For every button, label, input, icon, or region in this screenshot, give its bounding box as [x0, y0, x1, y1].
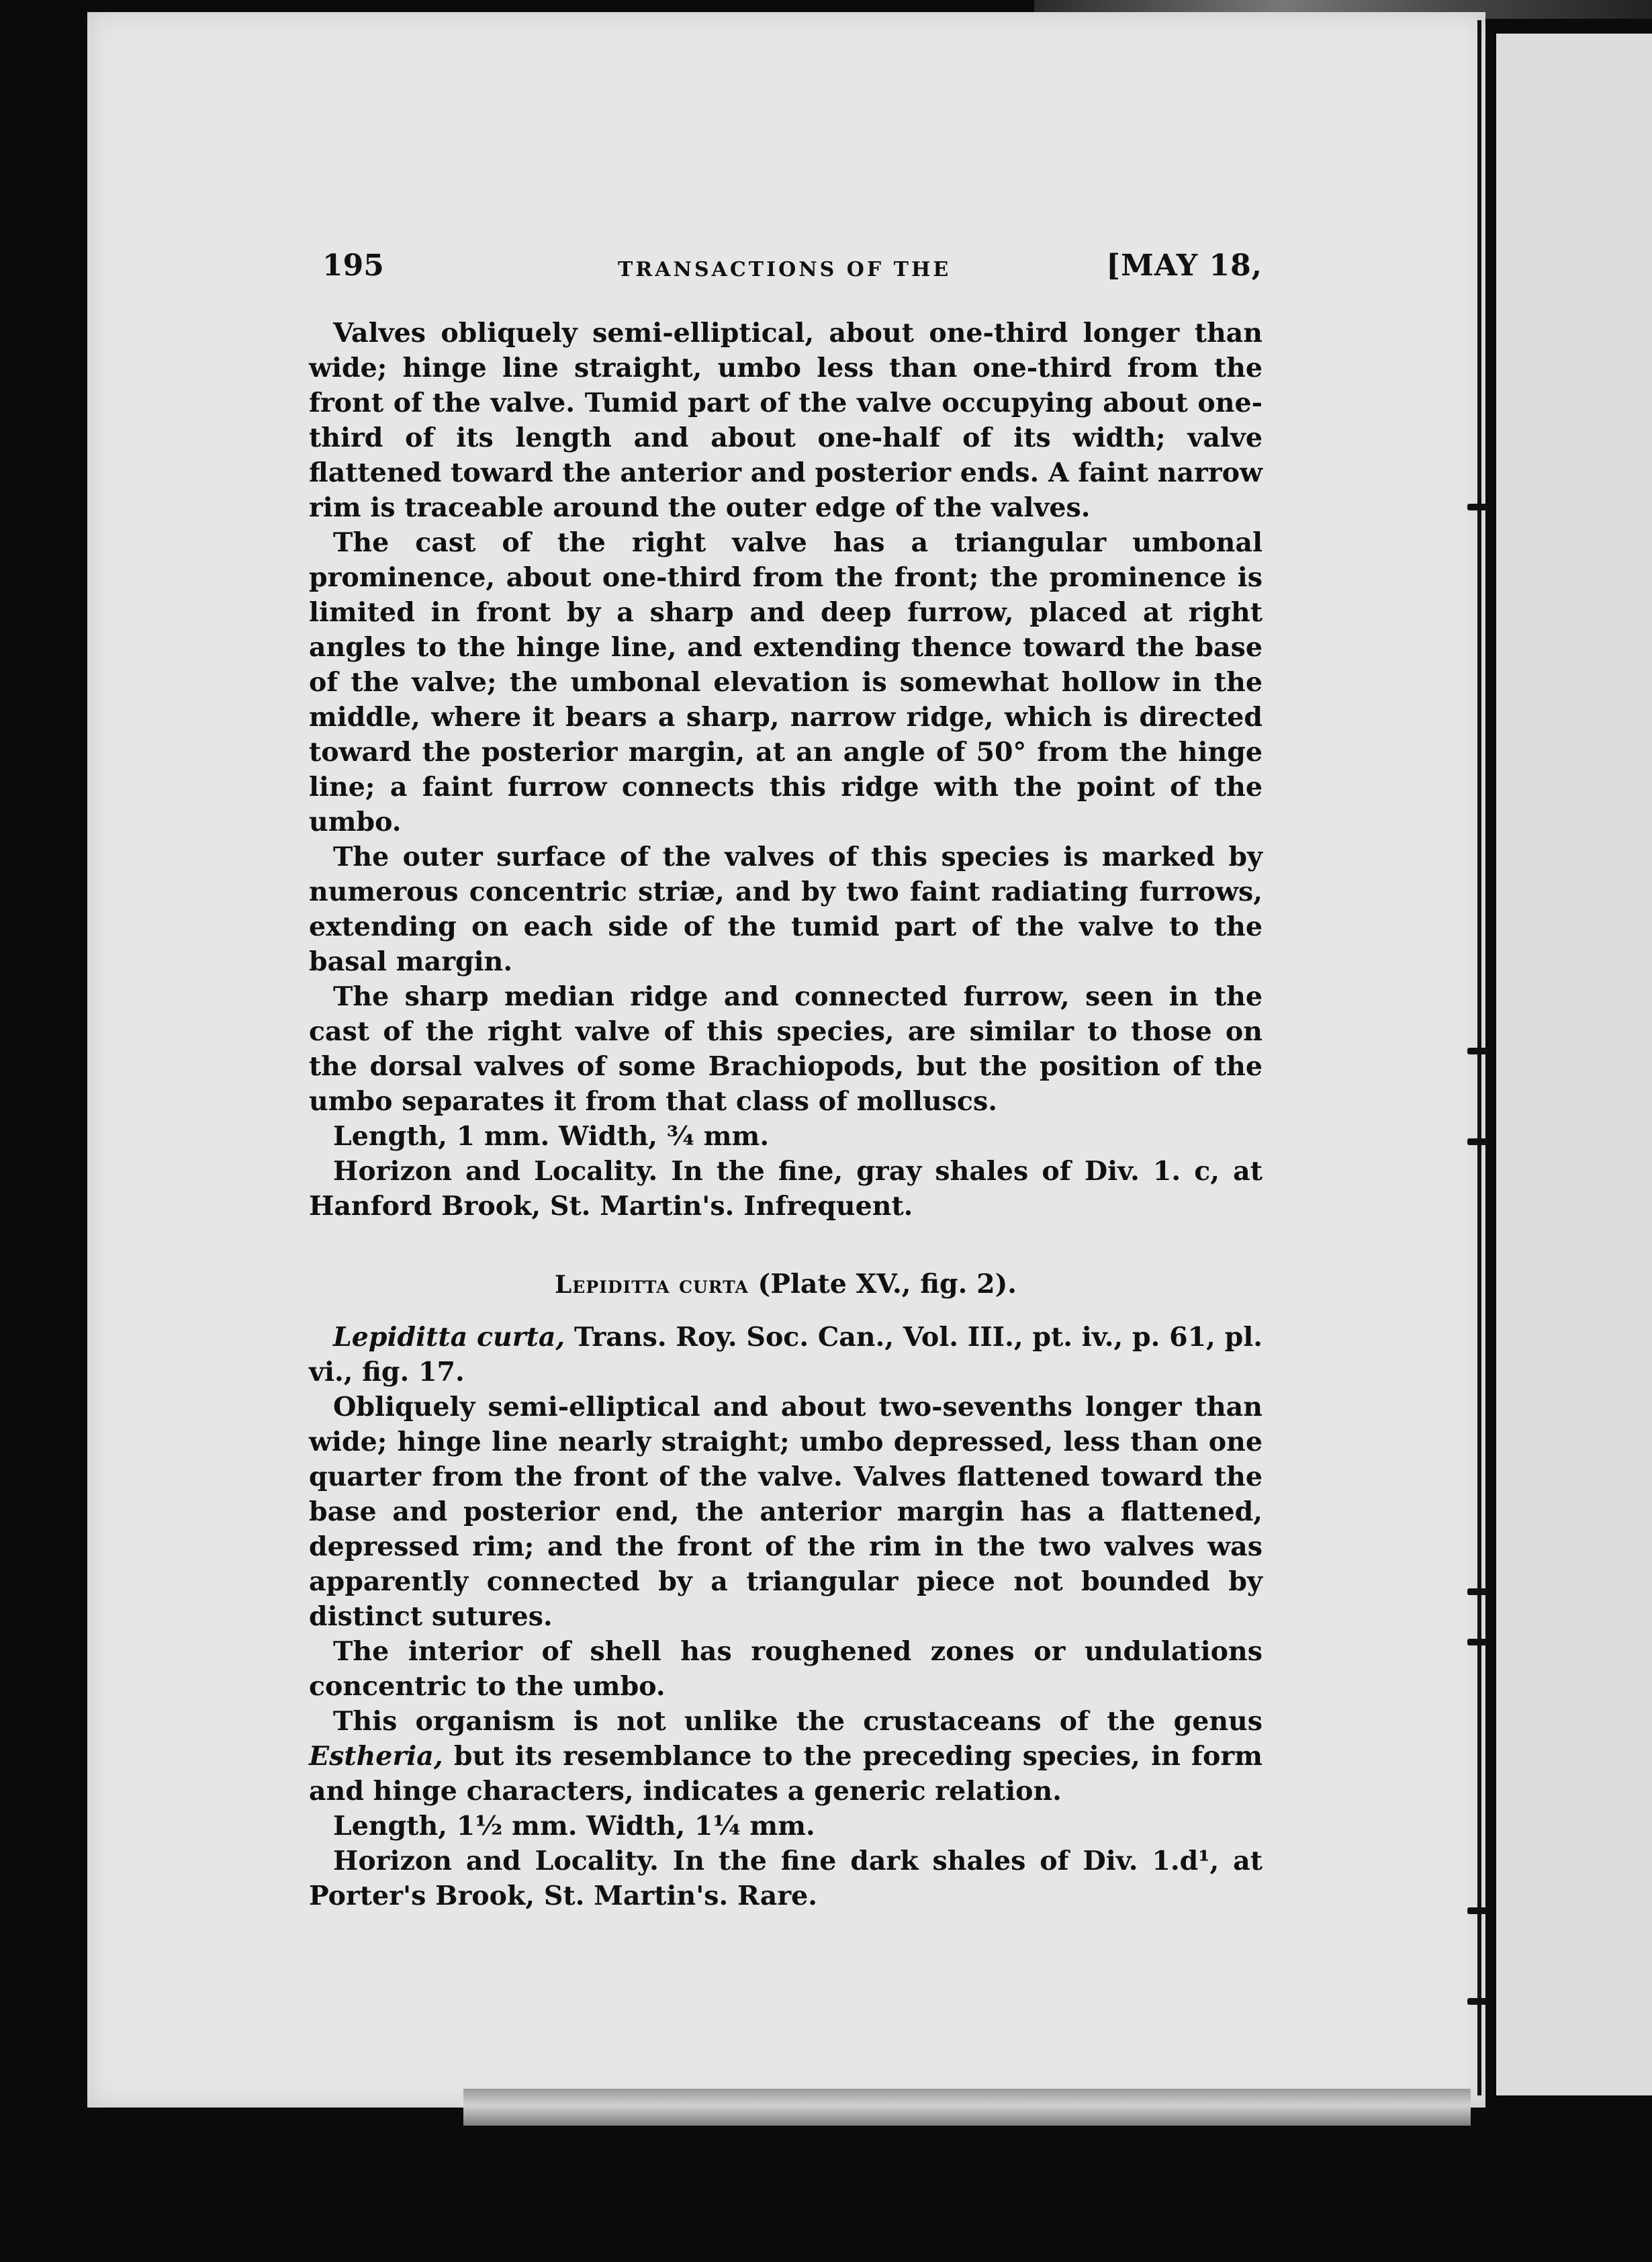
date-reference: [MAY 18,: [1106, 248, 1263, 283]
fold-mark: [1467, 1639, 1487, 1645]
horizon-locality: Horizon and Locality. In the fine dark shales of Div. 1.d¹, at Porter's Brook, St. Martin's. Rare.: [309, 1846, 1263, 1911]
page-header: [322, 242, 1263, 289]
fold-mark: [1467, 1998, 1487, 2005]
adjacent-page: [1496, 34, 1652, 2095]
measurements: Length, 1 mm. Width, ¾ mm.: [333, 1121, 770, 1152]
paragraph: Valves obliquely semi-elliptical, about one-third longer than wide; hinge line straight, umbo less than one-third from the front of the valve. Tumid part of the valve occupying about one-third of its length and about one-half of its width; valve flattened toward the anterior and posterior ends. A faint narrow rim is traceable around the outer edge of the valves.: [309, 318, 1263, 523]
fold-mark: [1467, 504, 1487, 510]
fold-mark: [1467, 1138, 1487, 1145]
paragraph: The outer surface of the valves of this species is marked by numerous concentric striæ, and by two faint radiating furrows, extending on each side of the tumid part of the valve to the basal margin.: [309, 842, 1263, 977]
paragraph: Obliquely semi-elliptical and about two-sevenths longer than wide; hinge line nearly straight; umbo depressed, less than one quarter from the front of the valve. Valves flattened toward the base and posterior end, the anterior margin has a flattened, depressed rim; and the front of the rim in the two valves was apparently connected by a triangular piece not bounded by distinct sutures.: [309, 1392, 1263, 1632]
paragraph: The interior of shell has roughened zones or undulations concentric to the umbo.: [309, 1636, 1263, 1702]
plate-reference: (Plate XV., fig. 2).: [758, 1269, 1017, 1300]
horizon-locality: Horizon and Locality. In the fine, gray shales of Div. 1. c, at Hanford Brook, St. Martin's. Infrequent.: [309, 1156, 1263, 1222]
running-head: TRANSACTIONS OF THE: [618, 258, 952, 281]
scan-edge-bottom: [463, 2089, 1471, 2126]
citation-name: Lepiditta curta,: [333, 1322, 565, 1353]
fold-mark: [1467, 1588, 1487, 1595]
paragraph: [309, 1704, 1263, 1809]
species-heading: [309, 1267, 1263, 1302]
citation-reference: Trans. Roy. Soc. Can., Vol. III., pt. iv., p. 61, pl. vi., fig. 17.: [309, 1322, 1263, 1388]
text-run: This organism is not unlike the crustaceans of the genus: [333, 1706, 1263, 1737]
article-body: [309, 316, 1263, 1913]
fold-mark: [1467, 1907, 1487, 1914]
species-name: Lepiditta curta: [554, 1271, 749, 1299]
text-run: but its resemblance to the preceding species, in form and hinge characters, indicates a generic relation.: [309, 1741, 1263, 1807]
measurements: Length, 1½ mm. Width, 1¼ mm.: [333, 1811, 815, 1842]
page-number: 195: [322, 248, 384, 283]
paragraph: The sharp median ridge and connected furrow, seen in the cast of the right valve of this species, are similar to those on the dorsal valves of some Brachiopods, but the position of the umbo separates it from that class of molluscs.: [309, 981, 1263, 1117]
fold-mark: [1467, 1048, 1487, 1054]
page-fold: [1477, 20, 1481, 2095]
paragraph: The cast of the right valve has a triangular umbonal prominence, about one-third from the front; the prominence is limited in front by a sharp and deep furrow, placed at right angles to the hinge line, and extending thence toward the base of the valve; the umbonal elevation is somewhat hollow in the middle, where it bears a sharp, narrow ridge, which is directed toward the posterior margin, at an angle of 50° from the hinge line; a faint furrow connects this ridge with the point of the umbo.: [309, 527, 1263, 838]
citation: [309, 1320, 1263, 1390]
genus-name: Estheria,: [309, 1741, 443, 1772]
